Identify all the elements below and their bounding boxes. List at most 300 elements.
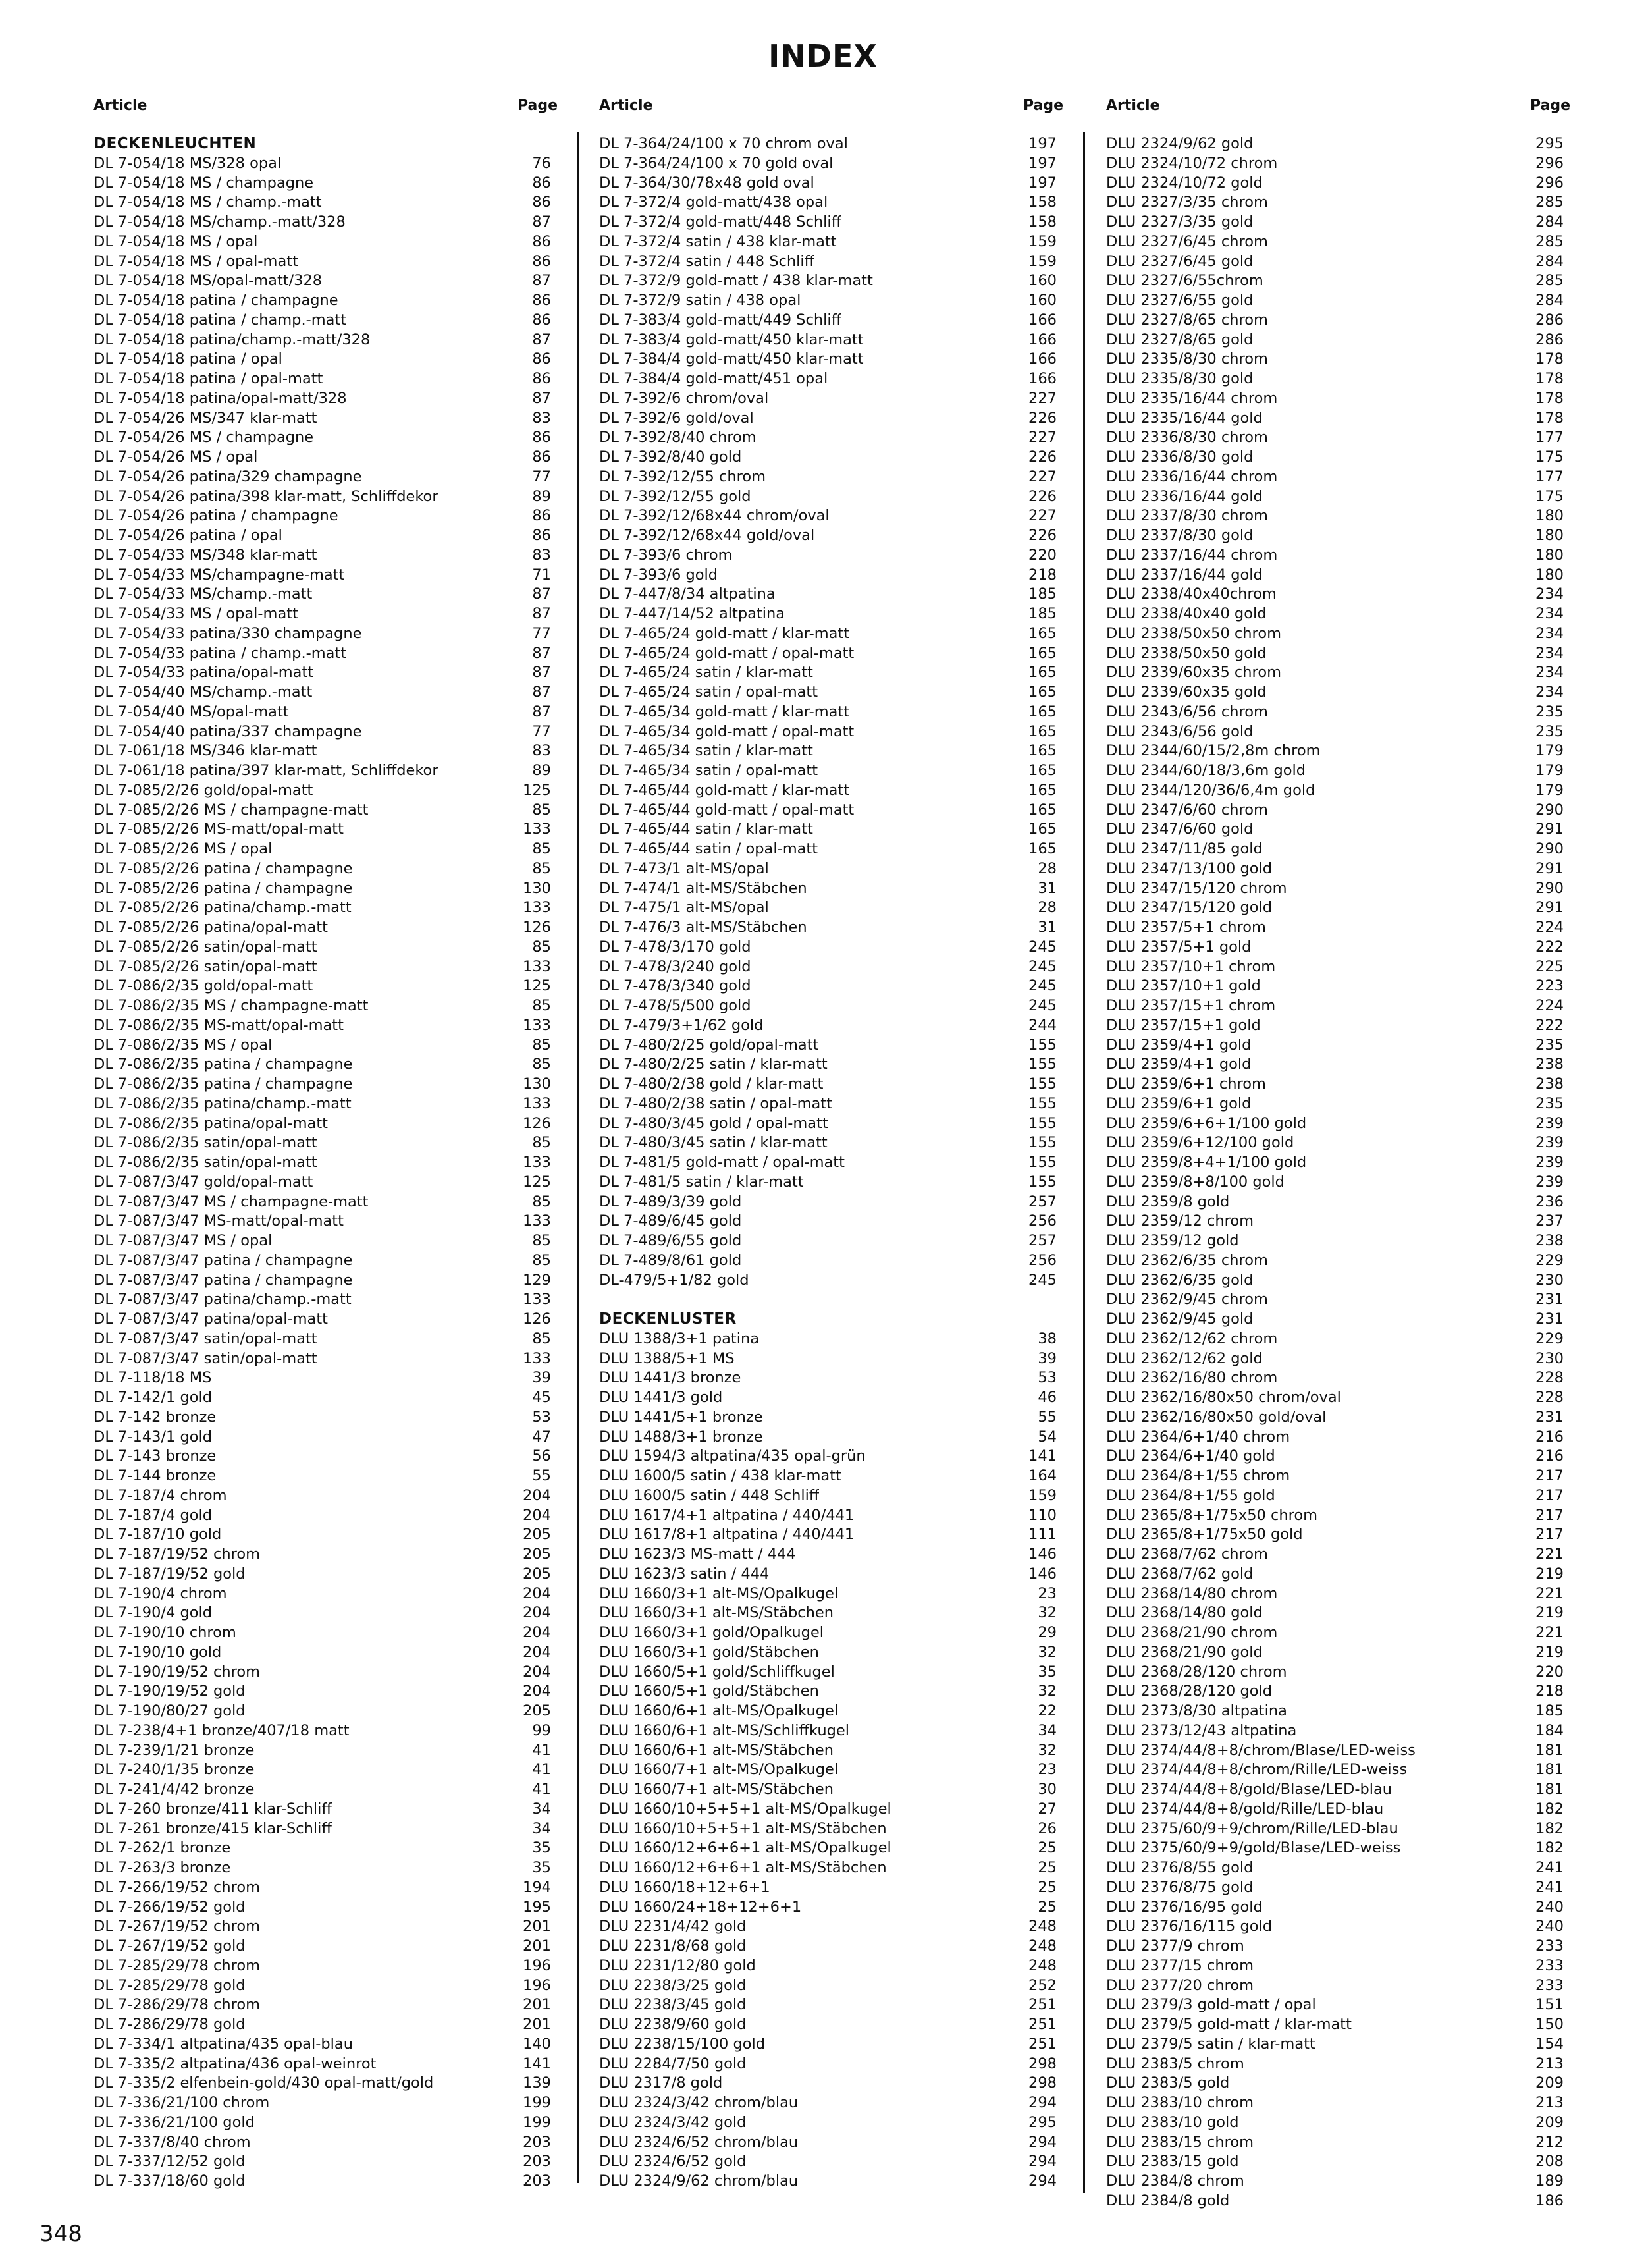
page-ref: 286 bbox=[1535, 331, 1564, 348]
page-ref: 239 bbox=[1535, 1154, 1564, 1171]
index-row bbox=[599, 2055, 1063, 2074]
index-row bbox=[599, 801, 1063, 821]
page-ref: 209 bbox=[1535, 2113, 1564, 2131]
column-body bbox=[93, 134, 558, 2192]
index-row bbox=[1106, 644, 1570, 664]
index-row bbox=[1106, 1408, 1570, 1428]
article-name: DLU 1660/24+18+12+6+1 bbox=[599, 1898, 802, 1916]
page-ref: 240 bbox=[1535, 1918, 1564, 1935]
page-ref: 229 bbox=[1535, 1251, 1564, 1269]
index-row bbox=[1106, 487, 1570, 507]
article-name: DLU 2324/10/72 chrom bbox=[1106, 154, 1278, 172]
page-ref: 87 bbox=[532, 585, 551, 603]
article-name: DLU 2347/6/60 chrom bbox=[1106, 801, 1268, 819]
page-ref: 217 bbox=[1535, 1526, 1564, 1544]
index-row bbox=[93, 213, 558, 232]
page-ref: 32 bbox=[1038, 1604, 1057, 1622]
article-name: DLU 2324/9/62 chrom/blau bbox=[599, 2173, 799, 2190]
index-row bbox=[93, 840, 558, 859]
index-row bbox=[1106, 1976, 1570, 1996]
index-row bbox=[1106, 801, 1570, 821]
page-ref: 31 bbox=[1038, 919, 1057, 936]
index-row bbox=[93, 2093, 558, 2113]
page-ref: 201 bbox=[523, 1918, 551, 1935]
article-name: DL 7-475/1 alt-MS/opal bbox=[599, 899, 769, 917]
page-ref: 28 bbox=[1038, 859, 1057, 877]
article-name: DL 7-267/19/52 chrom bbox=[93, 1918, 261, 1935]
index-row bbox=[1106, 2074, 1570, 2093]
article-name: DL 7-364/24/100 x 70 chrom oval bbox=[599, 135, 848, 152]
article-name: DLU 2327/8/65 gold bbox=[1106, 331, 1254, 348]
page-header: Page bbox=[1022, 97, 1063, 114]
index-row bbox=[599, 331, 1063, 350]
index-row bbox=[93, 2055, 558, 2074]
index-row bbox=[93, 1330, 558, 1349]
page-ref: 298 bbox=[1028, 2074, 1057, 2092]
article-name: DL 7-474/1 alt-MS/Stäbchen bbox=[599, 879, 807, 897]
article-name: DLU 2336/8/30 chrom bbox=[1106, 429, 1268, 446]
article-name: DLU 2368/28/120 gold bbox=[1106, 1683, 1273, 1700]
index-column-3 bbox=[1106, 96, 1570, 2209]
article-name: DL 7-364/30/78x48 gold oval bbox=[599, 174, 814, 192]
column-header bbox=[93, 96, 558, 134]
page-ref: 158 bbox=[1028, 194, 1057, 211]
index-row bbox=[1106, 2015, 1570, 2035]
index-row bbox=[93, 1937, 558, 1957]
index-row bbox=[1106, 1467, 1570, 1486]
index-row bbox=[1106, 1447, 1570, 1467]
index-row bbox=[93, 291, 558, 311]
index-row bbox=[599, 1075, 1063, 1094]
index-row bbox=[1106, 2113, 1570, 2133]
page-ref: 86 bbox=[532, 448, 551, 466]
article-name: DLU 2365/8+1/75x50 chrom bbox=[1106, 1506, 1318, 1524]
article-name: DLU 2374/44/8+8/chrom/Rille/LED-weiss bbox=[1106, 1761, 1408, 1779]
page-ref: 53 bbox=[1038, 1369, 1057, 1387]
index-row bbox=[93, 1820, 558, 1839]
index-row bbox=[93, 1212, 558, 1231]
index-row bbox=[599, 1428, 1063, 1447]
index-row bbox=[93, 898, 558, 918]
page-ref: 175 bbox=[1535, 448, 1564, 466]
page-ref: 227 bbox=[1028, 468, 1057, 485]
index-row bbox=[93, 1565, 558, 1584]
article-name: DLU 2359/8+8/100 gold bbox=[1106, 1173, 1285, 1191]
page-ref: 199 bbox=[523, 2113, 551, 2131]
article-name: DL 7-266/19/52 chrom bbox=[93, 1878, 261, 1896]
index-row bbox=[1106, 291, 1570, 311]
index-row bbox=[1106, 232, 1570, 252]
index-row bbox=[93, 1193, 558, 1212]
index-row bbox=[599, 1545, 1063, 1565]
index-row bbox=[1106, 252, 1570, 272]
article-name: DL 7-240/1/35 bronze bbox=[93, 1761, 255, 1779]
index-row bbox=[93, 585, 558, 605]
article-name: DL 7-087/3/47 patina / champagne bbox=[93, 1251, 353, 1269]
article-name: DL 7-086/2/35 MS / opal bbox=[93, 1036, 273, 1054]
page-ref: 195 bbox=[523, 1898, 551, 1916]
article-name: DLU 2338/40x40chrom bbox=[1106, 585, 1277, 603]
article-name: DL 7-286/29/78 gold bbox=[93, 2016, 246, 2033]
article-name: DLU 2324/3/42 chrom/blau bbox=[599, 2094, 799, 2111]
index-row bbox=[599, 1467, 1063, 1486]
index-row bbox=[599, 271, 1063, 291]
article-name: DLU 2337/8/30 chrom bbox=[1106, 507, 1268, 525]
page-ref: 179 bbox=[1535, 742, 1564, 760]
page-ref: 216 bbox=[1535, 1428, 1564, 1445]
article-name: DL 7-364/24/100 x 70 gold oval bbox=[599, 154, 834, 172]
index-row bbox=[93, 448, 558, 468]
index-row bbox=[93, 428, 558, 448]
article-name: DLU 2327/6/55 gold bbox=[1106, 292, 1254, 309]
index-row bbox=[1106, 506, 1570, 526]
page-ref: 252 bbox=[1028, 1976, 1057, 1994]
page-ref: 89 bbox=[532, 487, 551, 505]
page-ref: 296 bbox=[1535, 154, 1564, 172]
article-name: DL 7-480/3/45 satin / klar-matt bbox=[599, 1134, 828, 1152]
index-row bbox=[1106, 2192, 1570, 2211]
article-name: DLU 2343/6/56 gold bbox=[1106, 722, 1254, 740]
article-name: DL 7-086/2/35 satin/opal-matt bbox=[93, 1134, 317, 1152]
page-ref: 126 bbox=[523, 1114, 551, 1132]
article-name: DL 7-085/2/26 satin/opal-matt bbox=[93, 958, 317, 975]
index-row bbox=[1106, 1193, 1570, 1212]
article-name: DL 7-372/9 gold-matt / 438 klar-matt bbox=[599, 272, 873, 290]
article-name: DL 7-337/18/60 gold bbox=[93, 2173, 246, 2190]
page-header: Page bbox=[517, 97, 558, 114]
index-row bbox=[93, 566, 558, 585]
page-ref: 226 bbox=[1028, 448, 1057, 466]
column-header bbox=[599, 96, 1063, 134]
index-row bbox=[1106, 271, 1570, 291]
article-name: DL 7-480/2/38 satin / opal-matt bbox=[599, 1094, 832, 1112]
article-name: DL 7-054/18 patina/opal-matt/328 bbox=[93, 389, 347, 407]
index-row bbox=[1106, 2055, 1570, 2074]
page-ref: 245 bbox=[1028, 1271, 1057, 1289]
page-ref: 179 bbox=[1535, 762, 1564, 779]
article-name: DLU 2376/8/75 gold bbox=[1106, 1878, 1254, 1896]
page-ref: 295 bbox=[1535, 135, 1564, 152]
page-ref: 34 bbox=[532, 1820, 551, 1837]
index-row bbox=[93, 174, 558, 194]
index-row bbox=[599, 1604, 1063, 1623]
article-name: DLU 2375/60/9+9/gold/Blase/LED-weiss bbox=[1106, 1839, 1401, 1857]
article-name: DLU 1617/8+1 altpatina / 440/441 bbox=[599, 1526, 855, 1544]
article-name: DL-479/5+1/82 gold bbox=[599, 1271, 749, 1289]
article-name: DL 7-143 bronze bbox=[93, 1447, 217, 1465]
index-row bbox=[93, 193, 558, 213]
page-ref: 35 bbox=[532, 1859, 551, 1876]
page-ref: 222 bbox=[1535, 1016, 1564, 1034]
article-name: DL 7-465/34 satin / klar-matt bbox=[599, 742, 813, 760]
article-name: DL 7-393/6 gold bbox=[599, 566, 718, 583]
page-ref: 256 bbox=[1028, 1212, 1057, 1230]
article-name: DLU 2383/10 chrom bbox=[1106, 2094, 1254, 2111]
article-name: DL 7-465/44 gold-matt / opal-matt bbox=[599, 801, 855, 819]
page-ref: 35 bbox=[532, 1839, 551, 1857]
index-row bbox=[599, 468, 1063, 487]
article-name: DLU 2357/15+1 gold bbox=[1106, 1016, 1261, 1034]
index-row bbox=[1106, 1643, 1570, 1663]
index-row bbox=[1106, 1760, 1570, 1780]
index-row bbox=[1106, 526, 1570, 546]
page-ref: 204 bbox=[523, 1486, 551, 1504]
page-ref: 46 bbox=[1038, 1389, 1057, 1406]
article-name: DL 7-393/6 chrom bbox=[599, 546, 733, 564]
article-name: DLU 2383/5 chrom bbox=[1106, 2055, 1244, 2072]
index-row bbox=[599, 1682, 1063, 1702]
index-row bbox=[93, 2074, 558, 2093]
article-name: DLU 2335/16/44 chrom bbox=[1106, 389, 1278, 407]
page-ref: 197 bbox=[1028, 174, 1057, 192]
article-name: DLU 2357/15+1 chrom bbox=[1106, 997, 1276, 1014]
page-ref: 284 bbox=[1535, 213, 1564, 230]
article-name: DL 7-054/40 MS/champ.-matt bbox=[93, 684, 313, 701]
page-ref: 133 bbox=[523, 1154, 551, 1171]
index-row bbox=[1106, 1702, 1570, 1721]
page-ref: 296 bbox=[1535, 174, 1564, 192]
index-row bbox=[599, 761, 1063, 781]
article-name: DLU 1488/3+1 bronze bbox=[599, 1428, 763, 1445]
index-row bbox=[1106, 624, 1570, 644]
index-row bbox=[599, 526, 1063, 546]
article-name: DLU 2362/9/45 chrom bbox=[1106, 1291, 1268, 1309]
page-ref: 201 bbox=[523, 1996, 551, 2014]
index-row bbox=[93, 820, 558, 840]
article-name: DLU 2383/15 gold bbox=[1106, 2153, 1239, 2171]
page-ref: 251 bbox=[1028, 1996, 1057, 2014]
page-ref: 185 bbox=[1028, 605, 1057, 622]
article-name: DLU 2231/12/80 gold bbox=[599, 1957, 756, 1974]
article-name: DL 7-187/19/52 chrom bbox=[93, 1546, 261, 1563]
page-ref: 86 bbox=[532, 232, 551, 250]
article-name: DL 7-465/44 gold-matt / klar-matt bbox=[599, 781, 850, 799]
page-ref: 239 bbox=[1535, 1114, 1564, 1132]
article-name: DLU 2359/8 gold bbox=[1106, 1193, 1230, 1210]
page-ref: 224 bbox=[1535, 919, 1564, 936]
index-row bbox=[1106, 213, 1570, 232]
index-row bbox=[93, 742, 558, 761]
page-ref: 234 bbox=[1535, 644, 1564, 662]
article-name: DL 7-054/33 MS/champagne-matt bbox=[93, 566, 345, 583]
index-row bbox=[1106, 389, 1570, 409]
index-row bbox=[599, 1584, 1063, 1604]
page-ref: 227 bbox=[1028, 429, 1057, 446]
page-ref: 85 bbox=[532, 1251, 551, 1269]
article-name: DL 7-086/2/35 patina/champ.-matt bbox=[93, 1094, 352, 1112]
article-name: DL 7-087/3/47 patina / champagne bbox=[93, 1271, 353, 1289]
index-row bbox=[599, 291, 1063, 311]
index-row bbox=[93, 996, 558, 1016]
article-name: DLU 2379/3 gold-matt / opal bbox=[1106, 1996, 1316, 2014]
article-name: DL 7-465/34 gold-matt / opal-matt bbox=[599, 722, 855, 740]
page-ref: 230 bbox=[1535, 1349, 1564, 1367]
article-name: DL 7-384/4 gold-matt/451 opal bbox=[599, 370, 828, 387]
article-name: DLU 2336/16/44 gold bbox=[1106, 487, 1263, 505]
article-name: DLU 2362/12/62 gold bbox=[1106, 1349, 1263, 1367]
page-ref: 238 bbox=[1535, 1056, 1564, 1073]
page-ref: 166 bbox=[1028, 350, 1057, 368]
page-ref: 22 bbox=[1038, 1702, 1057, 1719]
index-row bbox=[93, 663, 558, 683]
article-name: DL 7-142/1 gold bbox=[93, 1389, 213, 1406]
article-name: DLU 1660/18+12+6+1 bbox=[599, 1878, 770, 1896]
page-ref: 140 bbox=[523, 2035, 551, 2053]
page-ref: 180 bbox=[1535, 546, 1564, 564]
index-row bbox=[599, 1878, 1063, 1898]
index-row bbox=[599, 1957, 1063, 1976]
index-row bbox=[1106, 1075, 1570, 1094]
article-name: DLU 2359/6+6+1/100 gold bbox=[1106, 1114, 1307, 1132]
index-row bbox=[599, 1408, 1063, 1428]
article-name: DL 7-478/3/340 gold bbox=[599, 977, 751, 995]
article-name: DL 7-054/40 patina/337 champagne bbox=[93, 722, 362, 740]
page-ref: 159 bbox=[1028, 1486, 1057, 1504]
page-ref: 71 bbox=[532, 566, 551, 583]
page-ref: 216 bbox=[1535, 1447, 1564, 1465]
article-name: DLU 2335/8/30 chrom bbox=[1106, 350, 1268, 368]
article-name: DLU 2377/9 chrom bbox=[1106, 1937, 1244, 1955]
article-name: DL 7-054/26 patina/329 champagne bbox=[93, 468, 362, 485]
page-ref: 178 bbox=[1535, 350, 1564, 368]
index-row bbox=[93, 879, 558, 899]
article-name: DL 7-187/4 gold bbox=[93, 1506, 213, 1524]
page-ref: 165 bbox=[1028, 801, 1057, 819]
article-name: DL 7-187/4 chrom bbox=[93, 1486, 227, 1504]
page-ref: 99 bbox=[532, 1721, 551, 1739]
page-ref: 85 bbox=[532, 1193, 551, 1210]
article-name: DL 7-054/26 MS/347 klar-matt bbox=[93, 409, 317, 427]
index-row bbox=[1106, 1368, 1570, 1388]
page-ref: 165 bbox=[1028, 781, 1057, 799]
index-row bbox=[1106, 428, 1570, 448]
page-ref: 155 bbox=[1028, 1075, 1057, 1093]
article-name: DLU 2364/6+1/40 chrom bbox=[1106, 1428, 1290, 1445]
index-row bbox=[1106, 1721, 1570, 1741]
index-row bbox=[599, 1173, 1063, 1193]
page-ref: 221 bbox=[1535, 1584, 1564, 1602]
index-row bbox=[93, 624, 558, 644]
index-row bbox=[599, 1565, 1063, 1584]
article-name: DLU 2362/6/35 gold bbox=[1106, 1271, 1254, 1289]
article-name: DL 7-473/1 alt-MS/opal bbox=[599, 859, 769, 877]
article-name: DL 7-392/12/55 gold bbox=[599, 487, 751, 505]
index-row bbox=[1106, 1525, 1570, 1545]
article-name: DL 7-054/18 MS/opal-matt/328 bbox=[93, 272, 323, 290]
article-name: DLU 2238/15/100 gold bbox=[599, 2035, 766, 2053]
index-row bbox=[1106, 369, 1570, 389]
page-ref: 32 bbox=[1038, 1643, 1057, 1661]
index-row bbox=[93, 1663, 558, 1683]
page-ref: 235 bbox=[1535, 1094, 1564, 1112]
index-row bbox=[1106, 311, 1570, 331]
index-row bbox=[93, 1428, 558, 1447]
article-name: DLU 2373/12/43 altpatina bbox=[1106, 1721, 1297, 1739]
page-ref: 285 bbox=[1535, 194, 1564, 211]
index-row bbox=[1106, 566, 1570, 585]
page-ref: 133 bbox=[523, 1349, 551, 1367]
index-row bbox=[1106, 1036, 1570, 1056]
index-row bbox=[1106, 1388, 1570, 1408]
page-ref: 231 bbox=[1535, 1408, 1564, 1426]
index-row bbox=[93, 1290, 558, 1310]
index-row bbox=[1106, 1623, 1570, 1643]
article-name: DL 7-267/19/52 gold bbox=[93, 1937, 246, 1955]
index-row bbox=[1106, 859, 1570, 879]
article-name: DL 7-086/2/35 MS-matt/opal-matt bbox=[93, 1016, 344, 1034]
page-ref: 177 bbox=[1535, 429, 1564, 446]
index-row bbox=[93, 1604, 558, 1623]
index-row bbox=[599, 742, 1063, 761]
page-ref: 133 bbox=[523, 1212, 551, 1230]
index-row bbox=[1106, 1290, 1570, 1310]
article-name: DLU 2327/3/35 chrom bbox=[1106, 194, 1268, 211]
article-name: DLU 2362/16/80x50 gold/oval bbox=[1106, 1408, 1327, 1426]
index-row bbox=[93, 252, 558, 272]
page-ref: 165 bbox=[1028, 624, 1057, 642]
page-ref: 155 bbox=[1028, 1173, 1057, 1191]
article-name: DLU 2231/4/42 gold bbox=[599, 1918, 747, 1935]
index-row bbox=[599, 703, 1063, 722]
section-title: DECKENLEUCHTEN bbox=[93, 135, 257, 152]
article-name: DL 7-465/24 gold-matt / opal-matt bbox=[599, 644, 855, 662]
page-ref: 233 bbox=[1535, 1957, 1564, 1974]
index-row bbox=[1106, 154, 1570, 174]
article-name: DLU 2327/8/65 chrom bbox=[1106, 311, 1268, 329]
index-row bbox=[599, 1898, 1063, 1918]
index-row bbox=[1106, 663, 1570, 683]
page-ref: 177 bbox=[1535, 468, 1564, 485]
article-name: DL 7-054/18 MS / opal-matt bbox=[93, 252, 298, 270]
page-ref: 181 bbox=[1535, 1741, 1564, 1759]
index-row bbox=[599, 2152, 1063, 2172]
article-name: DL 7-465/24 gold-matt / klar-matt bbox=[599, 624, 850, 642]
article-name: DL 7-087/3/47 MS-matt/opal-matt bbox=[93, 1212, 344, 1230]
page-ref: 133 bbox=[523, 899, 551, 917]
index-row bbox=[93, 1702, 558, 1721]
page-ref: 165 bbox=[1028, 703, 1057, 720]
page-ref: 240 bbox=[1535, 1898, 1564, 1916]
index-row bbox=[599, 1663, 1063, 1683]
article-name: DL 7-187/10 gold bbox=[93, 1526, 222, 1544]
article-name: DLU 2362/12/62 chrom bbox=[1106, 1330, 1278, 1347]
page-ref: 25 bbox=[1038, 1839, 1057, 1857]
page-ref: 185 bbox=[1028, 585, 1057, 603]
article-name: DL 7-054/18 patina / champ.-matt bbox=[93, 311, 347, 329]
article-header: Article bbox=[1106, 97, 1160, 114]
index-row bbox=[1106, 1486, 1570, 1506]
index-row bbox=[1106, 1957, 1570, 1976]
page-ref: 29 bbox=[1038, 1624, 1057, 1641]
page-ref: 186 bbox=[1535, 2192, 1564, 2209]
index-row bbox=[599, 487, 1063, 507]
index-row bbox=[93, 271, 558, 291]
page-ref: 165 bbox=[1028, 840, 1057, 857]
article-name: DLU 2327/6/45 gold bbox=[1106, 252, 1254, 270]
index-row bbox=[93, 1976, 558, 1996]
article-name: DL 7-087/3/47 patina/champ.-matt bbox=[93, 1291, 352, 1309]
page-ref: 204 bbox=[523, 1643, 551, 1661]
index-row bbox=[599, 2093, 1063, 2113]
index-row bbox=[93, 1094, 558, 1114]
index-row bbox=[599, 977, 1063, 996]
article-name: DL 7-372/9 satin / 438 opal bbox=[599, 292, 801, 309]
page-ref: 189 bbox=[1535, 2173, 1564, 2190]
index-row bbox=[599, 2015, 1063, 2035]
index-row bbox=[93, 2015, 558, 2035]
article-name: DL 7-489/6/45 gold bbox=[599, 1212, 742, 1230]
page-ref: 77 bbox=[532, 468, 551, 485]
